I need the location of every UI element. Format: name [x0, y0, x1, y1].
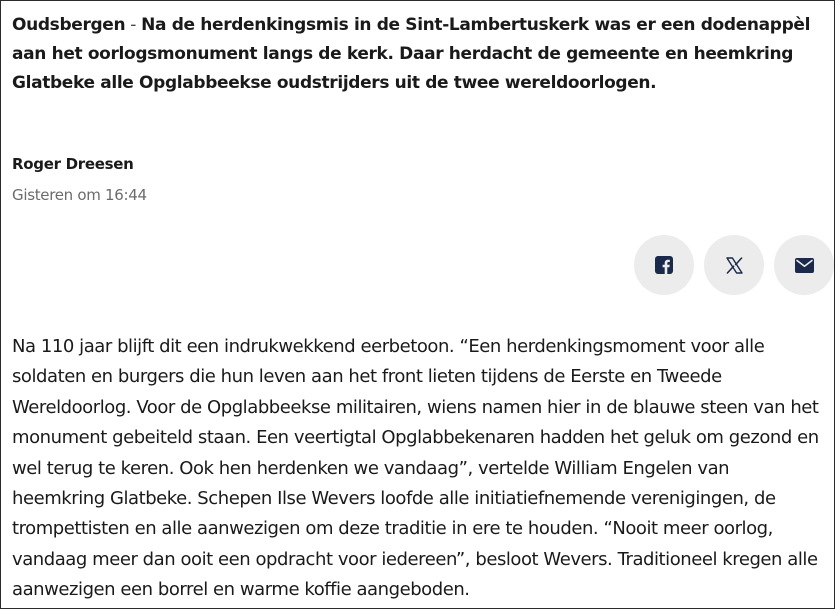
x-icon	[726, 257, 743, 274]
article-lead	[12, 11, 822, 98]
article-body: Na 110 jaar blijft dit een indrukwekkend eerbetoon. “Een herdenkingsmoment voor alle soldaten en burgers die hun leven aan het front lieten tijdens de Eerste en Tweede Wereldoorlog. Voor de Opglabbeekse militairen, wiens namen hier in de blauwe steen van het monument gebeiteld staan. Een veertigtal Opglabbekenaren hadden het geluk om gezond en wel terug te keren. Ook hen herdenken we vandaag”, vertelde William Engelen van heemkring Glatbeke. Schepen Ilse Wevers loofde alle initiatiefnemende verenigingen, de trompettisten en alle aanwezigen om deze traditie in ere te houden. “Nooit meer oorlog, vandaag meer dan ooit een opdracht voor iedereen”, besloot Wevers. Traditioneel kregen alle aanwezigen een borrel en warme koffie aangeboden.	[12, 336, 819, 601]
location-separator: -	[125, 15, 142, 35]
lead-text: Na de herdenkingsmis in de Sint-Lambertuskerk was er een dodenappèl aan het oorlogsmonument langs de kerk. Daar herdacht de gemeente en heemkring Glatbeke alle Opglabbeekse oudstrijders uit de twee wereldoorlogen.	[12, 15, 811, 93]
share-buttons	[634, 235, 834, 295]
share-x-button[interactable]	[704, 235, 764, 295]
publish-timestamp: Gisteren om 16:44	[12, 186, 147, 204]
share-mail-button[interactable]	[774, 235, 834, 295]
mail-icon	[795, 258, 814, 273]
facebook-icon	[655, 256, 673, 274]
share-facebook-button[interactable]	[634, 235, 694, 295]
article-location: Oudsbergen	[12, 15, 126, 35]
author-name[interactable]: Roger Dreesen	[12, 155, 134, 173]
